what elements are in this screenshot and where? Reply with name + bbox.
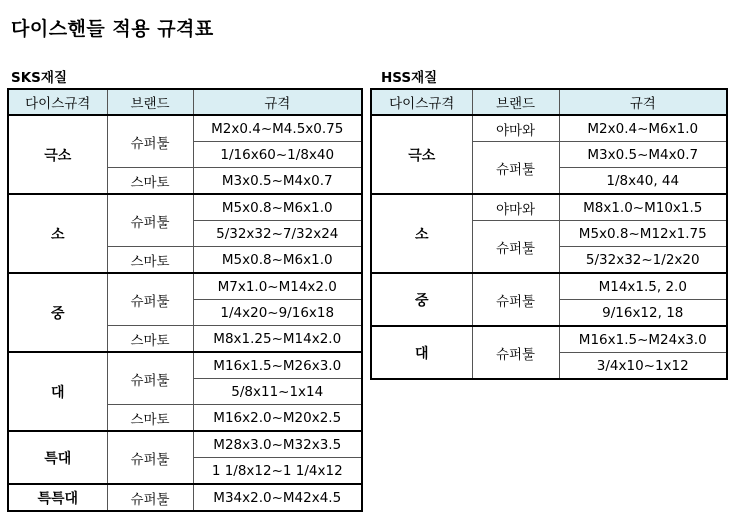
brand-cell: 슈퍼툴	[107, 431, 193, 484]
brand-cell: 슈퍼툴	[107, 194, 193, 247]
sks-label: SKS재질	[11, 70, 67, 86]
header-die-size: 다이스규격	[8, 89, 107, 115]
die-size-cell: 극소	[8, 115, 107, 194]
header-spec: 규격	[193, 89, 362, 115]
spec-cell: M2x0.4~M6x1.0	[559, 115, 727, 142]
brand-cell: 스마토	[107, 168, 193, 195]
spec-cell: M16x2.0~M20x2.5	[193, 405, 362, 432]
spec-cell: 5/8x11~1x14	[193, 379, 362, 405]
spec-cell: 9/16x12, 18	[559, 300, 727, 327]
brand-cell: 야마와	[472, 115, 559, 142]
spec-cell: 5/32x32~7/32x24	[193, 221, 362, 247]
spec-cell: M28x3.0~M32x3.5	[193, 431, 362, 458]
spec-cell: M3x0.5~M4x0.7	[559, 142, 727, 168]
sks-spec-table	[7, 88, 363, 512]
brand-cell: 슈퍼툴	[107, 484, 193, 511]
table-row	[8, 484, 362, 511]
spec-cell: M8x1.25~M14x2.0	[193, 326, 362, 353]
hss-label: HSS재질	[381, 70, 438, 86]
die-size-cell: 대	[371, 326, 472, 379]
page-title: 다이스핸들 적용 규격표	[11, 18, 214, 40]
spec-cell: M3x0.5~M4x0.7	[193, 168, 362, 195]
brand-cell: 스마토	[107, 247, 193, 274]
die-size-cell: 소	[8, 194, 107, 273]
die-size-cell: 특대	[8, 431, 107, 484]
spec-cell: M5x0.8~M6x1.0	[193, 194, 362, 221]
spec-cell: M34x2.0~M42x4.5	[193, 484, 362, 511]
sks-table-body	[8, 115, 362, 511]
brand-cell: 슈퍼툴	[472, 221, 559, 274]
table-row	[8, 431, 362, 458]
brand-cell: 스마토	[107, 405, 193, 432]
brand-cell: 슈퍼툴	[472, 273, 559, 326]
spec-cell: 1 1/8x12~1 1/4x12	[193, 458, 362, 485]
spec-cell: M5x0.8~M6x1.0	[193, 247, 362, 274]
spec-cell: 1/16x60~1/8x40	[193, 142, 362, 168]
brand-cell: 슈퍼툴	[107, 115, 193, 168]
header-brand: 브랜드	[472, 89, 559, 115]
spec-cell: 1/4x20~9/16x18	[193, 300, 362, 326]
die-size-cell: 극소	[371, 115, 472, 194]
spec-cell: 1/8x40, 44	[559, 168, 727, 195]
table-row	[371, 115, 727, 142]
header-spec: 규격	[559, 89, 727, 115]
table-row	[371, 326, 727, 353]
spec-cell: 5/32x32~1/2x20	[559, 247, 727, 274]
die-size-cell: 중	[8, 273, 107, 352]
brand-cell: 슈퍼툴	[472, 142, 559, 195]
spec-cell: M8x1.0~M10x1.5	[559, 194, 727, 221]
die-size-cell: 대	[8, 352, 107, 431]
hss-table-body	[371, 115, 727, 379]
spec-cell: M16x1.5~M26x3.0	[193, 352, 362, 379]
brand-cell: 슈퍼툴	[472, 326, 559, 379]
spec-cell: M16x1.5~M24x3.0	[559, 326, 727, 353]
table-row	[8, 194, 362, 221]
brand-cell: 야마와	[472, 194, 559, 221]
table-row	[8, 273, 362, 300]
table-row	[371, 273, 727, 300]
spec-cell: M5x0.8~M12x1.75	[559, 221, 727, 247]
header-brand: 브랜드	[107, 89, 193, 115]
brand-cell: 슈퍼툴	[107, 273, 193, 326]
spec-cell: M2x0.4~M4.5x0.75	[193, 115, 362, 142]
die-size-cell: 중	[371, 273, 472, 326]
hss-spec-table	[370, 88, 728, 380]
brand-cell: 슈퍼툴	[107, 352, 193, 405]
spec-cell: M14x1.5, 2.0	[559, 273, 727, 300]
table-row	[8, 352, 362, 379]
die-size-cell: 소	[371, 194, 472, 273]
die-size-cell: 특특대	[8, 484, 107, 511]
header-die-size: 다이스규격	[371, 89, 472, 115]
spec-cell: M7x1.0~M14x2.0	[193, 273, 362, 300]
table-row	[371, 194, 727, 221]
brand-cell: 스마토	[107, 326, 193, 353]
spec-cell: 3/4x10~1x12	[559, 353, 727, 380]
table-row	[8, 115, 362, 142]
